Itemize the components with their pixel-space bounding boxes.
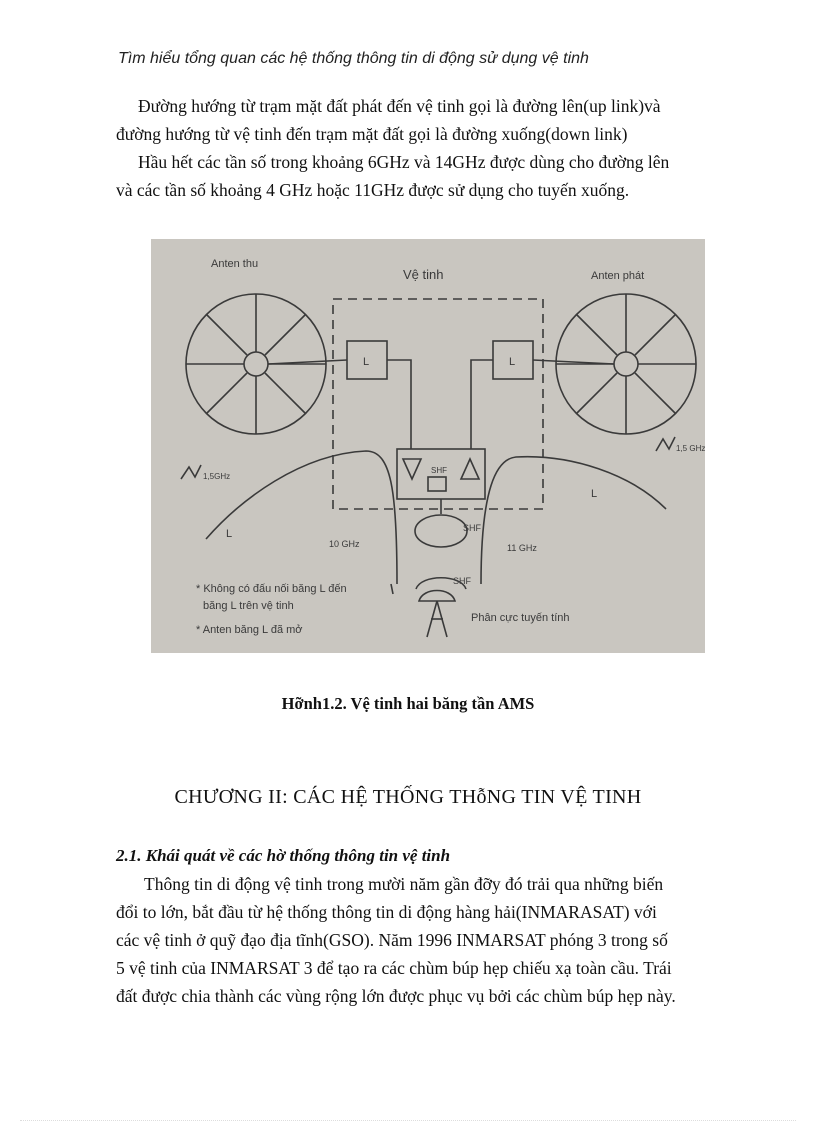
antenna-tx-label: Anten phát bbox=[591, 270, 645, 282]
body-text: Thông tin di động vệ tinh trong mười năm gần đỡy đó trải qua những biến bbox=[144, 874, 664, 894]
intro-line bbox=[116, 92, 742, 120]
freq-left-label: 1,5GHz bbox=[203, 472, 231, 481]
downlink-curve bbox=[481, 457, 666, 584]
body-line: đất được chia thành các vùng rộng lớn được phục vụ bởi các chùm búp hẹp này. bbox=[116, 986, 676, 1006]
antenna-rx-label: Anten thu bbox=[211, 258, 259, 270]
intro-text: Hầu hết các tần số trong khoảng 6GHz và 14GHz được dùng cho đường lên bbox=[138, 152, 670, 172]
body-paragraph bbox=[116, 870, 742, 1010]
freq-10ghz-label: 10 GHz bbox=[329, 539, 360, 549]
note-1b: băng L trên vệ tinh bbox=[203, 600, 294, 612]
satellite-label: Vệ tinh bbox=[403, 267, 444, 282]
intro-line: đường hướng từ vệ tinh đến trạm mặt đất gọi là đường xuống(down link) bbox=[116, 124, 628, 144]
receive-antenna-dish bbox=[186, 294, 326, 434]
shf-lower-label: SHF bbox=[453, 576, 471, 586]
freq-right-label: 1,5 GHz bbox=[676, 444, 705, 453]
running-header: Tìm hiểu tổng quan các hệ thống thông tin di động sử dụng vệ tinh bbox=[118, 50, 589, 67]
intro-text: Đường hướng từ trạm mặt đất phát đến vệ tinh gọi là đường lên(up link)và bbox=[138, 96, 661, 116]
figure-caption: Hỡnh1.2. Vệ tinh hai băng tần AMS bbox=[281, 694, 535, 713]
shf-antenna bbox=[415, 515, 467, 547]
freq-11ghz-label: 11 GHz bbox=[507, 543, 537, 553]
shf-block-label: SHF bbox=[431, 466, 447, 475]
uplink-curve bbox=[206, 451, 397, 584]
l-block-left-label: L bbox=[363, 356, 370, 368]
l-block-right-label: L bbox=[509, 356, 516, 368]
shf-upper-label: SHF bbox=[463, 523, 481, 533]
section-heading: 2.1. Khái quát về các hờ thống thông tin vệ tinh bbox=[116, 846, 451, 865]
chapter-title: CHƯƠNG II: CÁC HỆ THỐNG THỗNG TIN VỆ TINH bbox=[174, 786, 642, 808]
note-1a: * Không có đấu nối băng L đến bbox=[196, 583, 347, 595]
satellite-diagram bbox=[151, 239, 705, 653]
page-bottom-border bbox=[20, 1120, 796, 1121]
intro-paragraph bbox=[116, 92, 742, 204]
ground-station-antenna bbox=[419, 591, 455, 638]
polarization-label: Phân cực tuyến tính bbox=[471, 612, 570, 624]
body-line: 5 vệ tinh của INMARSAT 3 để tạo ra các chùm búp hẹp chiếu xạ toàn cầu. Trái bbox=[116, 958, 672, 978]
note-2: * Anten băng L đã mở bbox=[196, 624, 303, 636]
l-right-curve-label: L bbox=[591, 488, 598, 500]
l-left-curve-label: L bbox=[226, 528, 233, 540]
transmit-antenna-dish bbox=[556, 294, 696, 434]
intro-line bbox=[116, 148, 742, 176]
body-line: đổi to lớn, bắt đầu từ hệ thống thông tin di động hàng hải(INMARASAT) với bbox=[116, 902, 657, 922]
body-line bbox=[116, 870, 742, 898]
body-line: các vệ tinh ở quỹ đạo địa tĩnh(GSO). Năm 1996 INMARSAT phóng 3 trong số bbox=[116, 930, 668, 950]
intro-line: và các tần số khoảng 4 GHz hoặc 11GHz được sử dụng cho tuyến xuống. bbox=[116, 180, 630, 200]
